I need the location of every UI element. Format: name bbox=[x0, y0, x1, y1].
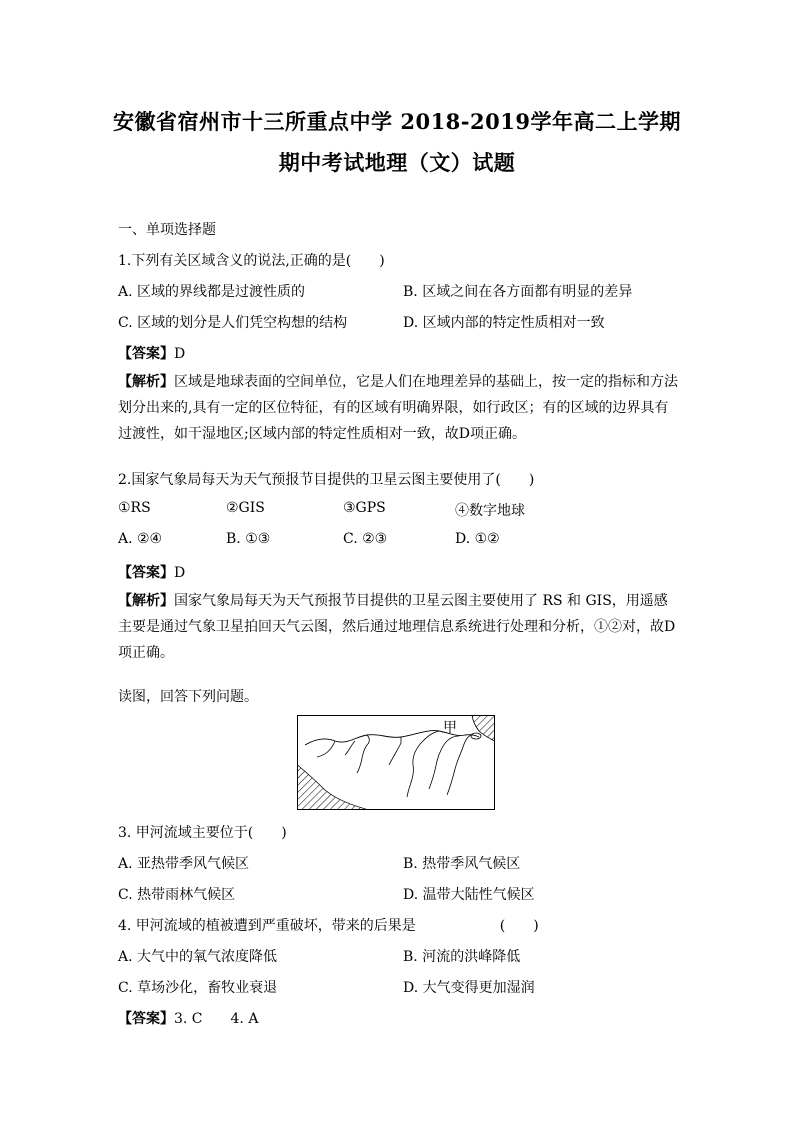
answer-tag: 【答案】 bbox=[118, 346, 174, 362]
q4-stem: 4. 甲河流域的植被遭到严重破坏，带来的后果是 ( ) bbox=[118, 918, 539, 934]
analysis-text: 国家气象局每天为天气预报节目提供的卫星云图主要使用了 RS 和 GIS，用遥感主要是通过气象卫星拍回天气云图，然后通过地理信息系统进行处理和分析，①②对，故D项正确。 bbox=[118, 593, 676, 661]
q1-option-d: D. 区域内部的特定性质相对一致 bbox=[403, 315, 605, 331]
q3-option-b: B. 热带季风气候区 bbox=[403, 856, 521, 872]
read-map-instruction: 读图，回答下列问题。 bbox=[118, 689, 258, 705]
q1-option-b: B. 区域之间在各方面都有明显的差异 bbox=[403, 284, 633, 300]
q1-stem: 1.下列有关区域含义的说法,正确的是( ) bbox=[118, 253, 385, 269]
q1-option-a: A. 区域的界线都是过渡性质的 bbox=[118, 284, 306, 300]
q3-option-d: D. 温带大陆性气候区 bbox=[403, 887, 535, 903]
q2-item-4: ④数字地球 bbox=[455, 503, 525, 519]
analysis-tag: 【解析】 bbox=[118, 374, 174, 390]
q4-option-c: C. 草场沙化，畜牧业衰退 bbox=[118, 980, 278, 996]
answer-value: D bbox=[174, 565, 186, 581]
q1-analysis bbox=[118, 369, 678, 447]
q34-answer bbox=[118, 1008, 258, 1028]
q2-item-3: ③GPS bbox=[343, 500, 386, 516]
q4-option-b: B. 河流的洪峰降低 bbox=[403, 949, 521, 965]
answer-value: D bbox=[174, 346, 186, 362]
answer-tag: 【答案】 bbox=[118, 1011, 174, 1027]
answer-value: 3. C 4. A bbox=[174, 1011, 259, 1027]
q3-option-a: A. 亚热带季风气候区 bbox=[118, 856, 250, 872]
q2-analysis bbox=[118, 588, 678, 666]
q1-option-c: C. 区域的划分是人们凭空构想的结构 bbox=[118, 315, 348, 331]
q2-stem: 2.国家气象局每天为天气预报节目提供的卫星云图主要使用了( ) bbox=[118, 472, 535, 488]
q2-option-b: B. ①③ bbox=[226, 531, 271, 547]
document-title-line1: 安徽省宿州市十三所重点中学 2018-2019学年高二上学期 bbox=[113, 109, 681, 134]
section-heading: 一、单项选择题 bbox=[118, 222, 216, 238]
q2-item-2: ②GIS bbox=[226, 500, 265, 516]
document-title-line2: 期中考试地理（文）试题 bbox=[278, 150, 516, 175]
q4-option-a: A. 大气中的氧气浓度降低 bbox=[118, 949, 278, 965]
q2-item-1: ①RS bbox=[118, 500, 151, 516]
q4-option-d: D. 大气变得更加湿润 bbox=[403, 980, 535, 996]
river-map-figure bbox=[297, 715, 495, 810]
q2-option-a: A. ②④ bbox=[118, 531, 163, 547]
answer-tag: 【答案】 bbox=[118, 565, 174, 581]
q3-stem: 3. 甲河流域主要位于( ) bbox=[118, 825, 287, 841]
q2-answer bbox=[118, 562, 185, 582]
q2-option-c: C. ②③ bbox=[343, 531, 388, 547]
q1-answer bbox=[118, 343, 185, 363]
q3-option-c: C. 热带雨林气候区 bbox=[118, 887, 236, 903]
analysis-tag: 【解析】 bbox=[118, 593, 174, 609]
q2-option-d: D. ①② bbox=[455, 531, 500, 547]
analysis-text: 区域是地球表面的空间单位，它是人们在地理差异的基础上，按一定的指标和方法划分出来的,具有一定的区位特征，有的区域有明确界限，如行政区；有的区域的边界具有过渡性，如干湿地区;区域内部的特定性质相对一致，故D项正确。 bbox=[118, 374, 678, 442]
map-label-jia: 甲 bbox=[443, 720, 457, 736]
